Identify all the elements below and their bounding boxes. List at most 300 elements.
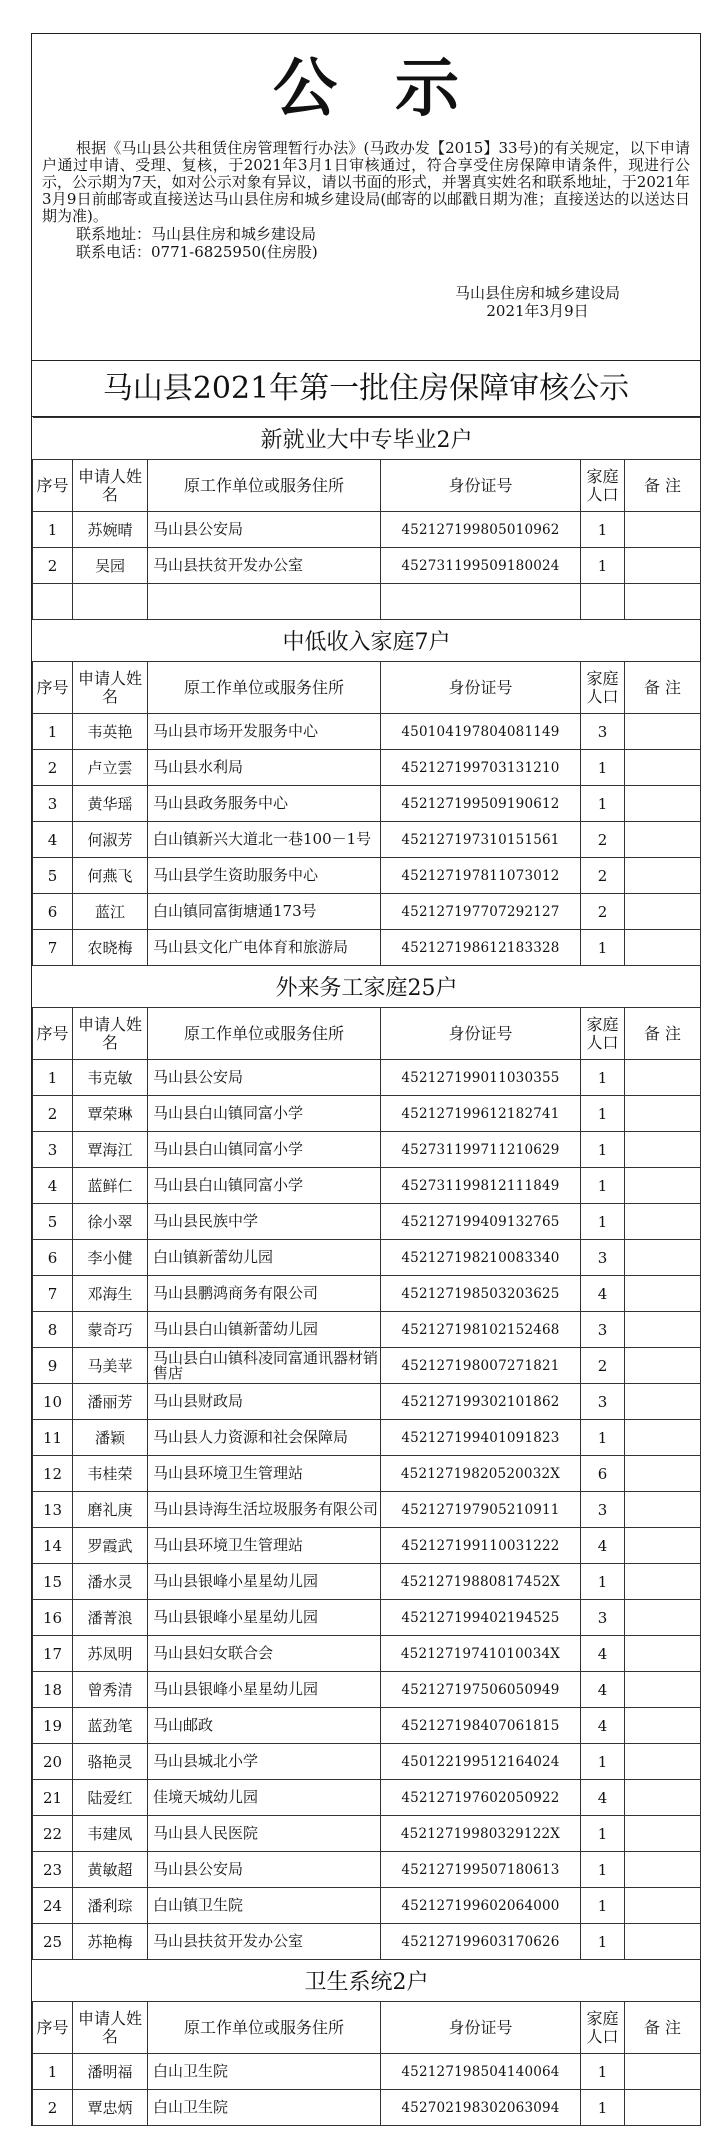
cell-unit: 马山县民族中学 <box>148 1204 381 1240</box>
cell-seq: 22 <box>33 1816 73 1852</box>
cell-pop: 2 <box>581 1348 625 1384</box>
cell-unit: 马山县银峰小星星幼儿园 <box>148 1564 381 1600</box>
cell-unit: 白山镇卫生院 <box>148 1888 381 1924</box>
cell-name: 覃海江 <box>73 1132 148 1168</box>
cell-pop: 2 <box>581 894 625 930</box>
cell-seq: 7 <box>33 1276 73 1312</box>
cell-name: 吴园 <box>73 548 148 584</box>
cell-pop: 4 <box>581 1276 625 1312</box>
cell-id: 452127199011030355 <box>381 1060 581 1096</box>
cell-id: 452127197905210911 <box>381 1492 581 1528</box>
cell-unit: 佳境天城幼儿园 <box>148 1780 381 1816</box>
cell-id: 452127199602064000 <box>381 1888 581 1924</box>
cell-pop: 1 <box>581 1132 625 1168</box>
signature-block <box>455 284 620 320</box>
cell-seq: 21 <box>33 1780 73 1816</box>
cell-seq: 3 <box>33 1132 73 1168</box>
cell-pop: 1 <box>581 1204 625 1240</box>
cell-unit: 马山县银峰小星星幼儿园 <box>148 1600 381 1636</box>
cell-id: 452127199507180613 <box>381 1852 581 1888</box>
cell-seq: 25 <box>33 1924 73 1960</box>
cell-note <box>625 1744 701 1780</box>
cell-unit: 马山县政务服务中心 <box>148 786 381 822</box>
cell-seq: 4 <box>33 822 73 858</box>
header-seq: 序号 <box>33 2002 73 2054</box>
cell-pop: 1 <box>581 1852 625 1888</box>
cell-id: 452127199401091823 <box>381 1420 581 1456</box>
table-row <box>33 1240 701 1276</box>
cell-seq: 20 <box>33 1744 73 1780</box>
cell-note <box>625 1528 701 1564</box>
table-header-row <box>33 2002 701 2054</box>
cell-name: 陆爱红 <box>73 1780 148 1816</box>
cell-name: 骆艳灵 <box>73 1744 148 1780</box>
cell-note <box>625 1636 701 1672</box>
header-name: 申请人姓名 <box>73 662 148 714</box>
cell-name: 何淑芳 <box>73 822 148 858</box>
table-row <box>33 894 701 930</box>
cell-seq: 15 <box>33 1564 73 1600</box>
table-row <box>33 1348 701 1384</box>
cell-pop: 1 <box>581 512 625 548</box>
cell-note <box>625 786 701 822</box>
header-seq: 序号 <box>33 460 73 512</box>
cell-note <box>625 1240 701 1276</box>
cell-seq: 24 <box>33 1888 73 1924</box>
table-row <box>33 2054 701 2090</box>
cell-seq: 2 <box>33 548 73 584</box>
cell-unit: 马山县扶贫开发办公室 <box>148 1924 381 1960</box>
table-row <box>33 1060 701 1096</box>
cell-seq: 14 <box>33 1528 73 1564</box>
cell-note <box>625 714 701 750</box>
cell-id: 452127199703131210 <box>381 750 581 786</box>
cell-name: 韦桂荣 <box>73 1456 148 1492</box>
header-pop: 家庭人口 <box>581 2002 625 2054</box>
cell-name: 韦建凤 <box>73 1816 148 1852</box>
table-row <box>33 1852 701 1888</box>
cell-name: 潘丽芳 <box>73 1384 148 1420</box>
cell-note <box>625 1204 701 1240</box>
cell-name <box>73 584 148 620</box>
cell-id: 452127199409132765 <box>381 1204 581 1240</box>
cell-seq: 1 <box>33 512 73 548</box>
section-title-row <box>33 620 701 662</box>
table-row <box>33 1204 701 1240</box>
table-row <box>33 1924 701 1960</box>
cell-note <box>625 1384 701 1420</box>
cell-id: 452127198612183328 <box>381 930 581 966</box>
cell-note <box>625 894 701 930</box>
cell-name: 曾秀清 <box>73 1672 148 1708</box>
cell-pop: 1 <box>581 1564 625 1600</box>
cell-note <box>625 1420 701 1456</box>
cell-note <box>625 584 701 620</box>
cell-name: 潘利琮 <box>73 1888 148 1924</box>
cell-seq: 11 <box>33 1420 73 1456</box>
table-row <box>33 1420 701 1456</box>
cell-unit: 马山县公安局 <box>148 512 381 548</box>
cell-name: 蓝江 <box>73 894 148 930</box>
cell-seq: 6 <box>33 894 73 930</box>
table-row <box>33 714 701 750</box>
contact-address: 联系地址：马山县住房和城乡建设局 <box>76 225 317 243</box>
section-title-row <box>33 1960 701 2002</box>
cell-unit: 白山镇新兴大道北一巷100－1号 <box>148 822 381 858</box>
cell-id: 452127197707292127 <box>381 894 581 930</box>
cell-unit: 马山县市场开发服务中心 <box>148 714 381 750</box>
cell-pop: 4 <box>581 1708 625 1744</box>
cell-unit: 马山县公安局 <box>148 1060 381 1096</box>
cell-id: 452127197310151561 <box>381 822 581 858</box>
table-row <box>33 1456 701 1492</box>
cell-note <box>625 858 701 894</box>
cell-note <box>625 1816 701 1852</box>
header-name: 申请人姓名 <box>73 460 148 512</box>
header-unit: 原工作单位或服务住所 <box>148 460 381 512</box>
cell-id: 452127197811073012 <box>381 858 581 894</box>
cell-pop: 1 <box>581 1420 625 1456</box>
cell-id: 45212719741010034X <box>381 1636 581 1672</box>
cell-note <box>625 1348 701 1384</box>
header-note: 备 注 <box>625 1008 701 1060</box>
table-row <box>33 786 701 822</box>
table-row <box>33 1564 701 1600</box>
table-row <box>33 1492 701 1528</box>
table-row <box>33 1780 701 1816</box>
cell-id: 452127198102152468 <box>381 1312 581 1348</box>
cell-id: 452731199509180024 <box>381 548 581 584</box>
header-name: 申请人姓名 <box>73 1008 148 1060</box>
section-title: 卫生系统2户 <box>33 1960 701 2002</box>
header-note: 备 注 <box>625 460 701 512</box>
cell-pop: 4 <box>581 1528 625 1564</box>
cell-id: 452702198302063094 <box>381 2090 581 2126</box>
table-row <box>33 1528 701 1564</box>
cell-note <box>625 1312 701 1348</box>
cell-pop: 4 <box>581 1780 625 1816</box>
cell-note <box>625 1852 701 1888</box>
cell-name: 覃荣琳 <box>73 1096 148 1132</box>
cell-name: 苏艳梅 <box>73 1924 148 1960</box>
cell-seq: 5 <box>33 858 73 894</box>
cell-id: 450122199512164024 <box>381 1744 581 1780</box>
cell-note <box>625 1492 701 1528</box>
header-seq: 序号 <box>33 662 73 714</box>
cell-name: 李小健 <box>73 1240 148 1276</box>
cell-name: 韦英艳 <box>73 714 148 750</box>
cell-name: 韦克敏 <box>73 1060 148 1096</box>
table-header-row <box>33 1008 701 1060</box>
cell-name: 黄敏超 <box>73 1852 148 1888</box>
cell-pop: 1 <box>581 1060 625 1096</box>
table-row <box>33 822 701 858</box>
table-row <box>33 1276 701 1312</box>
table-header-row <box>33 662 701 714</box>
section-title-row <box>33 966 701 1008</box>
cell-seq: 8 <box>33 1312 73 1348</box>
table-row <box>33 1384 701 1420</box>
cell-unit: 马山县鹏鸿商务有限公司 <box>148 1276 381 1312</box>
cell-unit: 马山县环境卫生管理站 <box>148 1528 381 1564</box>
notice-body: 根据《马山县公共租赁住房管理暂行办法》(马政办发【2015】33号)的有关规定，以下申请户通过申请、受理、复核，于2021年3月1日审核通过，符合享受住房保障申请条件，现进行公示，公示期为7天，如对公示对象有异议，请以书面的形式，并署真实姓名和联系地址，于2021年3月9日前邮寄或直接送达马山县住房和城乡建设局(邮寄的以邮戳日期为准；直接送达的以送达日期为准)。 <box>42 139 690 225</box>
table-row <box>33 1600 701 1636</box>
cell-pop: 1 <box>581 1744 625 1780</box>
main-title: 马山县2021年第一批住房保障审核公示 <box>32 361 700 417</box>
cell-seq: 1 <box>33 1060 73 1096</box>
cell-seq: 2 <box>33 750 73 786</box>
cell-unit: 马山县妇女联合会 <box>148 1636 381 1672</box>
header-unit: 原工作单位或服务住所 <box>148 1008 381 1060</box>
cell-seq: 17 <box>33 1636 73 1672</box>
cell-unit: 马山县人力资源和社会保障局 <box>148 1420 381 1456</box>
cell-id: 452127198210083340 <box>381 1240 581 1276</box>
cell-seq: 19 <box>33 1708 73 1744</box>
cell-pop: 2 <box>581 822 625 858</box>
table-row <box>33 1744 701 1780</box>
cell-id: 452127199603170626 <box>381 1924 581 1960</box>
cell-unit: 马山县银峰小星星幼儿园 <box>148 1672 381 1708</box>
table-row <box>33 1096 701 1132</box>
header-unit: 原工作单位或服务住所 <box>148 2002 381 2054</box>
cell-unit: 马山县白山镇同富小学 <box>148 1096 381 1132</box>
cell-seq: 2 <box>33 2090 73 2126</box>
cell-seq: 23 <box>33 1852 73 1888</box>
cell-name: 农晓梅 <box>73 930 148 966</box>
header-name: 申请人姓名 <box>73 2002 148 2054</box>
cell-id: 452127199402194525 <box>381 1600 581 1636</box>
cell-pop: 3 <box>581 1240 625 1276</box>
cell-unit: 马山邮政 <box>148 1708 381 1744</box>
cell-unit: 马山县公安局 <box>148 1852 381 1888</box>
cell-name: 罗霞武 <box>73 1528 148 1564</box>
table-row <box>33 1132 701 1168</box>
cell-pop: 3 <box>581 1492 625 1528</box>
cell-unit: 马山县学生资助服务中心 <box>148 858 381 894</box>
table-row <box>33 1636 701 1672</box>
cell-note <box>625 512 701 548</box>
cell-note <box>625 2090 701 2126</box>
cell-name: 蓝鲜仁 <box>73 1168 148 1204</box>
table-row <box>33 2090 701 2126</box>
cell-name: 黄华瑶 <box>73 786 148 822</box>
cell-pop: 1 <box>581 750 625 786</box>
section-title: 中低收入家庭7户 <box>33 620 701 662</box>
cell-id: 452731199812111849 <box>381 1168 581 1204</box>
cell-name: 徐小翠 <box>73 1204 148 1240</box>
table-row <box>33 930 701 966</box>
cell-id: 452127197602050922 <box>381 1780 581 1816</box>
cell-name: 何燕飞 <box>73 858 148 894</box>
cell-unit: 马山县环境卫生管理站 <box>148 1456 381 1492</box>
table-row <box>33 1888 701 1924</box>
cell-id: 452127199302101862 <box>381 1384 581 1420</box>
table-row <box>33 1708 701 1744</box>
section-title-row <box>33 418 701 460</box>
cell-seq: 9 <box>33 1348 73 1384</box>
cell-seq: 5 <box>33 1204 73 1240</box>
cell-seq: 1 <box>33 2054 73 2090</box>
cell-id: 452127198007271821 <box>381 1348 581 1384</box>
cell-pop: 1 <box>581 930 625 966</box>
cell-pop: 1 <box>581 1096 625 1132</box>
cell-pop: 3 <box>581 1312 625 1348</box>
header-seq: 序号 <box>33 1008 73 1060</box>
cell-pop: 1 <box>581 1816 625 1852</box>
cell-unit: 白山镇新蕾幼儿园 <box>148 1240 381 1276</box>
cell-id <box>381 584 581 620</box>
cell-pop: 3 <box>581 1600 625 1636</box>
cell-note <box>625 1060 701 1096</box>
cell-pop <box>581 584 625 620</box>
cell-note <box>625 930 701 966</box>
header-id: 身份证号 <box>381 662 581 714</box>
cell-pop: 6 <box>581 1456 625 1492</box>
cell-pop: 1 <box>581 548 625 584</box>
cell-note <box>625 1708 701 1744</box>
table-row <box>33 1168 701 1204</box>
cell-pop: 3 <box>581 714 625 750</box>
cell-unit: 白山卫生院 <box>148 2054 381 2090</box>
cell-pop: 1 <box>581 2054 625 2090</box>
cell-note <box>625 2054 701 2090</box>
cell-unit: 马山县财政局 <box>148 1384 381 1420</box>
header-pop: 家庭人口 <box>581 1008 625 1060</box>
cell-note <box>625 1780 701 1816</box>
signature-date: 2021年3月9日 <box>486 302 589 320</box>
table-header-row <box>33 460 701 512</box>
cell-unit: 马山县白山镇科凌同富通讯器材销售店 <box>148 1348 381 1384</box>
cell-pop: 4 <box>581 1636 625 1672</box>
cell-pop: 1 <box>581 1924 625 1960</box>
cell-seq: 13 <box>33 1492 73 1528</box>
cell-seq: 7 <box>33 930 73 966</box>
table-row <box>33 548 701 584</box>
cell-id: 452127198407061815 <box>381 1708 581 1744</box>
cell-id: 452127197506050949 <box>381 1672 581 1708</box>
cell-name: 潘菁浪 <box>73 1600 148 1636</box>
header-id: 身份证号 <box>381 1008 581 1060</box>
cell-seq: 12 <box>33 1456 73 1492</box>
notice-document <box>31 33 701 2126</box>
section-title: 外来务工家庭25户 <box>33 966 701 1008</box>
cell-note <box>625 750 701 786</box>
cell-seq: 4 <box>33 1168 73 1204</box>
cell-unit: 马山县白山镇新蕾幼儿园 <box>148 1312 381 1348</box>
cell-unit <box>148 584 381 620</box>
header-pop: 家庭人口 <box>581 662 625 714</box>
cell-pop: 1 <box>581 1168 625 1204</box>
cell-note <box>625 1168 701 1204</box>
header-id: 身份证号 <box>381 460 581 512</box>
cell-unit: 马山县水利局 <box>148 750 381 786</box>
cell-note <box>625 1888 701 1924</box>
cell-id: 450104197804081149 <box>381 714 581 750</box>
header-id: 身份证号 <box>381 2002 581 2054</box>
cell-seq: 2 <box>33 1096 73 1132</box>
cell-id: 452127199612182741 <box>381 1096 581 1132</box>
cell-id: 452127198504140064 <box>381 2054 581 2090</box>
cell-id: 452731199711210629 <box>381 1132 581 1168</box>
table-row <box>33 750 701 786</box>
cell-name: 邓海生 <box>73 1276 148 1312</box>
cell-pop: 1 <box>581 2090 625 2126</box>
contact-phone: 联系电话：0771-6825950(住房股) <box>76 243 318 261</box>
cell-unit: 白山镇同富街塘通173号 <box>148 894 381 930</box>
applicants-table <box>32 417 701 2126</box>
cell-note <box>625 1096 701 1132</box>
cell-id: 452127199509190612 <box>381 786 581 822</box>
cell-id: 452127199110031222 <box>381 1528 581 1564</box>
cell-note <box>625 1456 701 1492</box>
cell-name: 潘明福 <box>73 2054 148 2090</box>
cell-id: 45212719880817452X <box>381 1564 581 1600</box>
cell-name: 覃忠炳 <box>73 2090 148 2126</box>
header-note: 备 注 <box>625 2002 701 2054</box>
table-row <box>33 858 701 894</box>
cell-note <box>625 1924 701 1960</box>
table-row <box>33 1816 701 1852</box>
notice-header <box>32 34 700 361</box>
table-row <box>33 512 701 548</box>
cell-id: 45212719980329122X <box>381 1816 581 1852</box>
cell-seq <box>33 584 73 620</box>
cell-seq: 6 <box>33 1240 73 1276</box>
cell-note <box>625 1564 701 1600</box>
header-pop: 家庭人口 <box>581 460 625 512</box>
cell-unit: 马山县诗海生活垃圾服务有限公司 <box>148 1492 381 1528</box>
cell-name: 潘颖 <box>73 1420 148 1456</box>
cell-seq: 1 <box>33 714 73 750</box>
cell-name: 卢立雲 <box>73 750 148 786</box>
cell-name: 磨礼庚 <box>73 1492 148 1528</box>
cell-seq: 18 <box>33 1672 73 1708</box>
cell-name: 苏凤明 <box>73 1636 148 1672</box>
cell-unit: 马山县扶贫开发办公室 <box>148 548 381 584</box>
notice-title: 公示 <box>273 52 517 126</box>
cell-note <box>625 822 701 858</box>
cell-unit: 马山县白山镇同富小学 <box>148 1168 381 1204</box>
header-note: 备 注 <box>625 662 701 714</box>
cell-id: 452127199805010962 <box>381 512 581 548</box>
cell-name: 蓝劲笔 <box>73 1708 148 1744</box>
cell-note <box>625 548 701 584</box>
cell-note <box>625 1600 701 1636</box>
signer-name: 马山县住房和城乡建设局 <box>454 284 620 302</box>
table-row <box>33 1312 701 1348</box>
cell-unit: 白山卫生院 <box>148 2090 381 2126</box>
cell-unit: 马山县人民医院 <box>148 1816 381 1852</box>
blank-row <box>33 584 701 620</box>
cell-note <box>625 1132 701 1168</box>
cell-id: 452127198503203625 <box>381 1276 581 1312</box>
cell-id: 45212719820520032X <box>381 1456 581 1492</box>
cell-note <box>625 1276 701 1312</box>
cell-seq: 10 <box>33 1384 73 1420</box>
cell-unit: 马山县城北小学 <box>148 1744 381 1780</box>
cell-name: 蒙奇巧 <box>73 1312 148 1348</box>
cell-seq: 16 <box>33 1600 73 1636</box>
cell-unit: 马山县白山镇同富小学 <box>148 1132 381 1168</box>
cell-name: 苏婉晴 <box>73 512 148 548</box>
cell-pop: 1 <box>581 786 625 822</box>
cell-unit: 马山县文化广电体育和旅游局 <box>148 930 381 966</box>
cell-note <box>625 1672 701 1708</box>
cell-pop: 1 <box>581 1888 625 1924</box>
table-row <box>33 1672 701 1708</box>
cell-name: 马美苹 <box>73 1348 148 1384</box>
cell-seq: 3 <box>33 786 73 822</box>
